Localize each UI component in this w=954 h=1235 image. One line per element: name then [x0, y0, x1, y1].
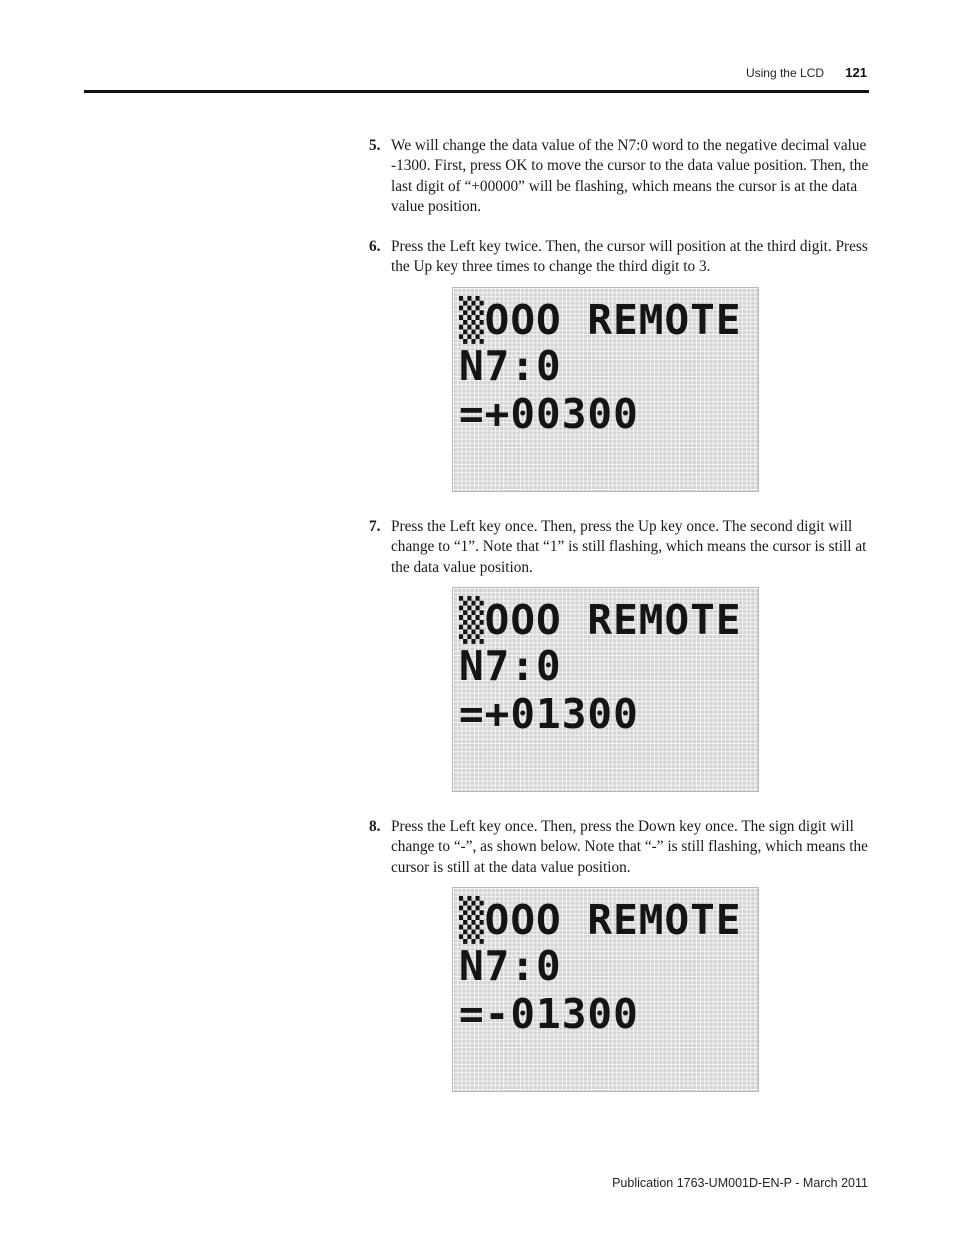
lcd-screen-2 — [452, 587, 759, 792]
lcd-value-line: =+00300 — [459, 390, 639, 438]
page-header — [84, 62, 869, 93]
step-7 — [369, 517, 869, 578]
page-number: 121 — [845, 65, 867, 80]
step-text: Press the Left key twice. Then, the cursor will position at the third digit. Press the Up key three times to change the third digit to 3. — [391, 238, 868, 276]
step-text: Press the Left key once. Then, press the Down key once. The sign digit will change to “-”, as shown below. Note that “-” is still flashing, which means the cursor is still at the data value position. — [391, 818, 868, 876]
lcd-value-line: =-01300 — [459, 990, 639, 1038]
step-5 — [369, 136, 869, 217]
section-title: Using the LCD — [745, 66, 824, 80]
lcd-blank-line — [459, 740, 755, 784]
lcd-address-line: N7:0 — [459, 942, 562, 990]
lcd-address-line: N7:0 — [459, 342, 562, 390]
lcd-address-line: N7:0 — [459, 642, 562, 690]
step-text: We will change the data value of the N7:0 word to the negative decimal value -1300. First, press OK to move the cursor to the data value position. Then, the last digit of “+00000” will be flashing, which means the cursor is at the data value position. — [391, 137, 869, 215]
step-number: 7. — [369, 518, 381, 535]
publication-footer: Publication 1763-UM001D-EN-P - March 2011 — [612, 1176, 868, 1190]
step-number: 6. — [369, 238, 381, 255]
step-6 — [369, 237, 869, 278]
step-number: 5. — [369, 137, 381, 154]
step-8 — [369, 817, 869, 878]
step-number: 8. — [369, 818, 381, 835]
lcd-status-line: ▒OOO REMOTE — [459, 896, 742, 944]
lcd-status-line: ▒OOO REMOTE — [459, 596, 742, 644]
lcd-value-line: =+01300 — [459, 690, 639, 738]
lcd-blank-line — [459, 440, 755, 484]
lcd-screen-3 — [452, 887, 759, 1092]
step-text: Press the Left key once. Then, press the Up key once. The second digit will change to “1”. Note that “1” is still flashing, which means the cursor is still at the data value position. — [391, 518, 867, 576]
lcd-blank-line — [459, 1040, 755, 1084]
lcd-screen-1 — [452, 287, 759, 492]
lcd-status-line: ▒OOO REMOTE — [459, 296, 742, 344]
